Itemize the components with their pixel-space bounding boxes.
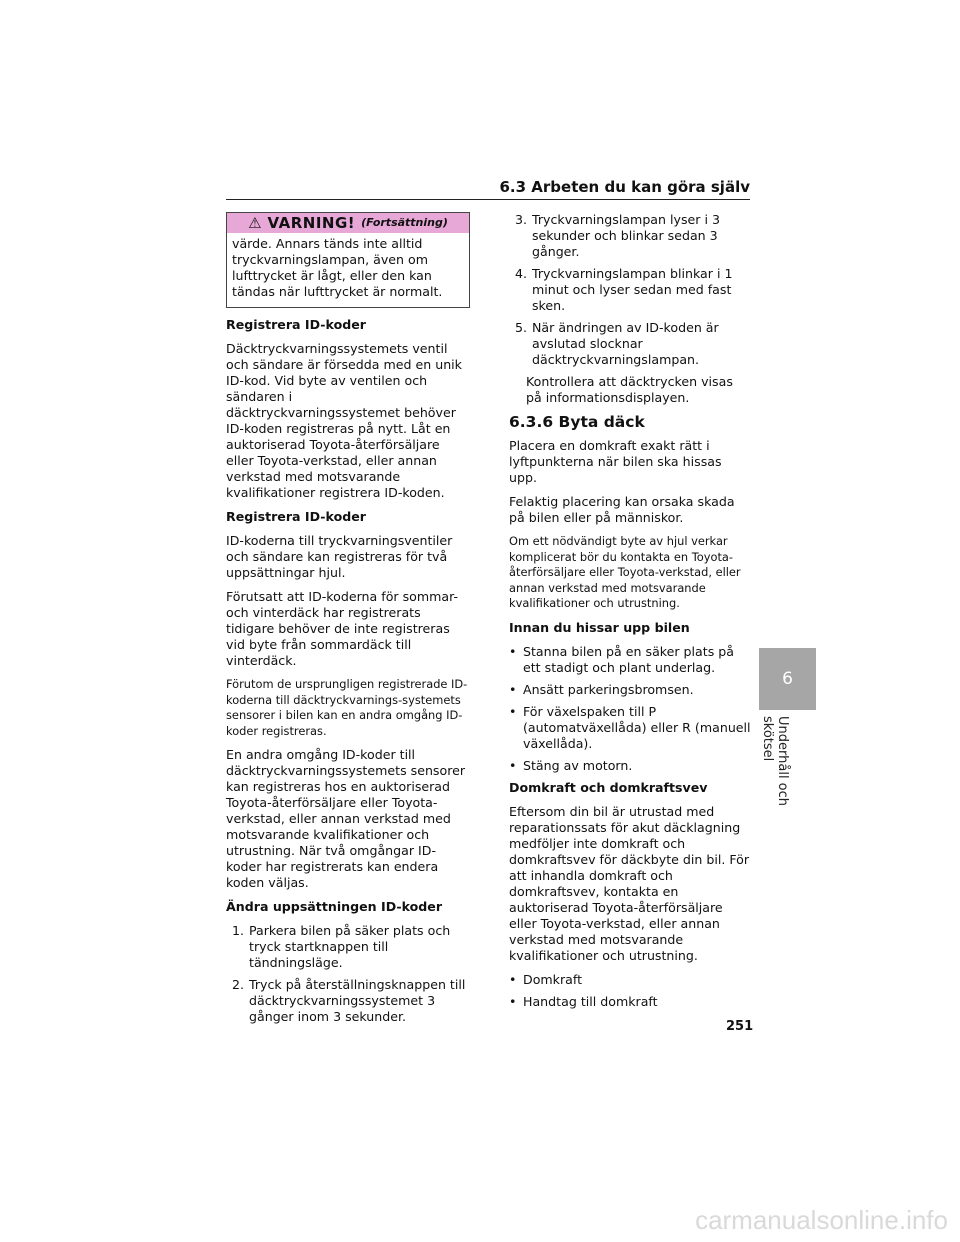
bullet-icon: • (509, 643, 517, 659)
note-paragraph: Om ett nödvändigt byte av hjul verkar komplicerat bör du kontakta en Toyota-återförsäljare eller Toyota-verkstad, eller annan verkstad med motsvarande kvalifikationer och utrustning. (509, 534, 741, 611)
warning-triangle-icon: ⚠ (248, 214, 262, 232)
paragraph: Förutsatt att ID-koderna för sommar- och vinterdäck har registrerats tidigare behöver de inte registreras vid byte från sommardäck till vinterdäck. (226, 589, 459, 668)
step-text: När ändringen av ID-koden är avslutad slocknar däcktryckvarningslampan. (532, 320, 719, 367)
heading-register-id: Registrera ID-koder (226, 317, 366, 332)
warning-box (226, 212, 470, 308)
list-item (509, 994, 751, 1010)
paragraph: Placera en domkraft exakt rätt i lyftpunkterna när bilen ska hissas upp. (509, 438, 722, 485)
paragraph: En andra omgång ID-koder till däcktryckvarningssystemets sensorer kan registreras hos en auktoriserad Toyota-återförsäljare eller Toyota-verkstad, eller annan verkstad med motsvarande kvalifikationer och utrustning. När två omgångar ID-koder har registrerats kan endera koden väljas. (226, 747, 466, 891)
chapter-tab (759, 648, 816, 710)
step-number: 5. (515, 320, 528, 335)
heading-register-id-2: Registrera ID-koder (226, 509, 366, 524)
list-item (509, 320, 751, 368)
chapter-label: Underhåll och skötsel (760, 716, 790, 807)
bullet-icon: • (509, 703, 517, 719)
header-divider (226, 199, 750, 200)
warning-subtitle: (Fortsättning) (361, 216, 448, 229)
list-item (509, 644, 751, 676)
watermark: carmanualsonline.info (695, 1205, 948, 1235)
bullet-icon: • (509, 681, 517, 697)
bullet-text: Stäng av motorn. (523, 757, 633, 773)
section-title: 6.3.6 Byta däck (509, 413, 645, 431)
step-number: 4. (515, 266, 528, 281)
step-number: 1. (232, 923, 245, 939)
bullet-text: Stanna bilen på en säker plats på ett stadigt och plant underlag. (523, 643, 734, 675)
warning-body: värde. Annars tänds inte alltid tryckvarningslampan, även om lufttrycket är lågt, eller den kan tändas när lufttrycket är normalt. (232, 236, 443, 299)
step-number: 3. (515, 212, 528, 227)
paragraph: Däcktryckvarningssystemets ventil och sändare är försedda med en unik ID-kod. Vid byte av ventilen och sändaren i däcktryckvarningssystemet behöver ID-koden registreras på nytt. Låt en auktoriserad Toyota-återförsäljare eller Toyota-verkstad, eller annan verkstad med motsvarande kvalifikationer registrera ID-koden. (226, 341, 462, 500)
paragraph: Felaktig placering kan orsaka skada på bilen eller på människor. (509, 494, 735, 525)
bullet-icon: • (509, 993, 517, 1009)
bullet-icon: • (509, 757, 517, 773)
list-item (509, 682, 751, 698)
step-text: Tryckvarningslampan blinkar i 1 minut och lyser sedan med fast sken. (532, 266, 733, 313)
list-item (509, 972, 751, 988)
heading-change-id-set: Ändra uppsättningen ID-koder (226, 899, 443, 915)
bullet-icon: • (509, 971, 517, 987)
list-item (226, 977, 470, 1025)
list-item (509, 704, 751, 752)
bullet-text: Handtag till domkraft (523, 993, 658, 1009)
heading-before-lift: Innan du hissar upp bilen (509, 619, 690, 635)
note-paragraph: Förutom de ursprungligen registrerade ID-koderna till däcktryckvarnings-systemets sensorer i bilen kan en andra omgång ID-koder registreras. (226, 677, 468, 738)
step-text: Parkera bilen på säker plats och tryck startknappen till tändningsläge. (249, 923, 451, 971)
list-item (509, 758, 751, 774)
step-number: 2. (232, 977, 245, 993)
right-column (509, 212, 751, 1016)
bullet-text: Domkraft (523, 971, 583, 987)
step-note: Kontrollera att däcktrycken visas på informationsdisplayen. (526, 374, 733, 405)
list-item (226, 923, 470, 971)
warning-header (227, 213, 469, 233)
chapter-number: 6 (782, 669, 793, 689)
list-item (509, 266, 751, 314)
page-number: 251 (726, 1019, 754, 1034)
heading-jack: Domkraft och domkraftsvev (509, 779, 708, 795)
left-column (226, 212, 470, 1031)
bullet-text: För växelspaken till P (automatväxellåda) eller R (manuell växellåda). (523, 703, 751, 751)
bullet-text: Ansätt parkeringsbromsen. (523, 681, 694, 697)
paragraph: ID-koderna till tryckvarningsventiler och sändare kan registreras för två uppsättningar hjul. (226, 533, 453, 580)
step-text: Tryck på återställningsknappen till däcktryckvarningssystemet 3 gånger inom 3 sekunder. (249, 977, 466, 1025)
list-item (509, 212, 751, 260)
page-header-title: 6.3 Arbeten du kan göra själv (499, 178, 750, 196)
warning-title: VARNING! (267, 214, 356, 232)
paragraph: Eftersom din bil är utrustad med reparationssats för akut däcklagning medföljer inte domkraft och domkraftsvev för däckbyte din bil. För att inhandla domkraft och domkraftsvev, kontakta en auktoriserad Toyota-återförsäljare eller Toyota-verkstad, eller annan verkstad med motsvarande kvalifikationer och utrustning. (509, 803, 750, 963)
step-text: Tryckvarningslampan lyser i 3 sekunder och blinkar sedan 3 gånger. (532, 212, 720, 259)
